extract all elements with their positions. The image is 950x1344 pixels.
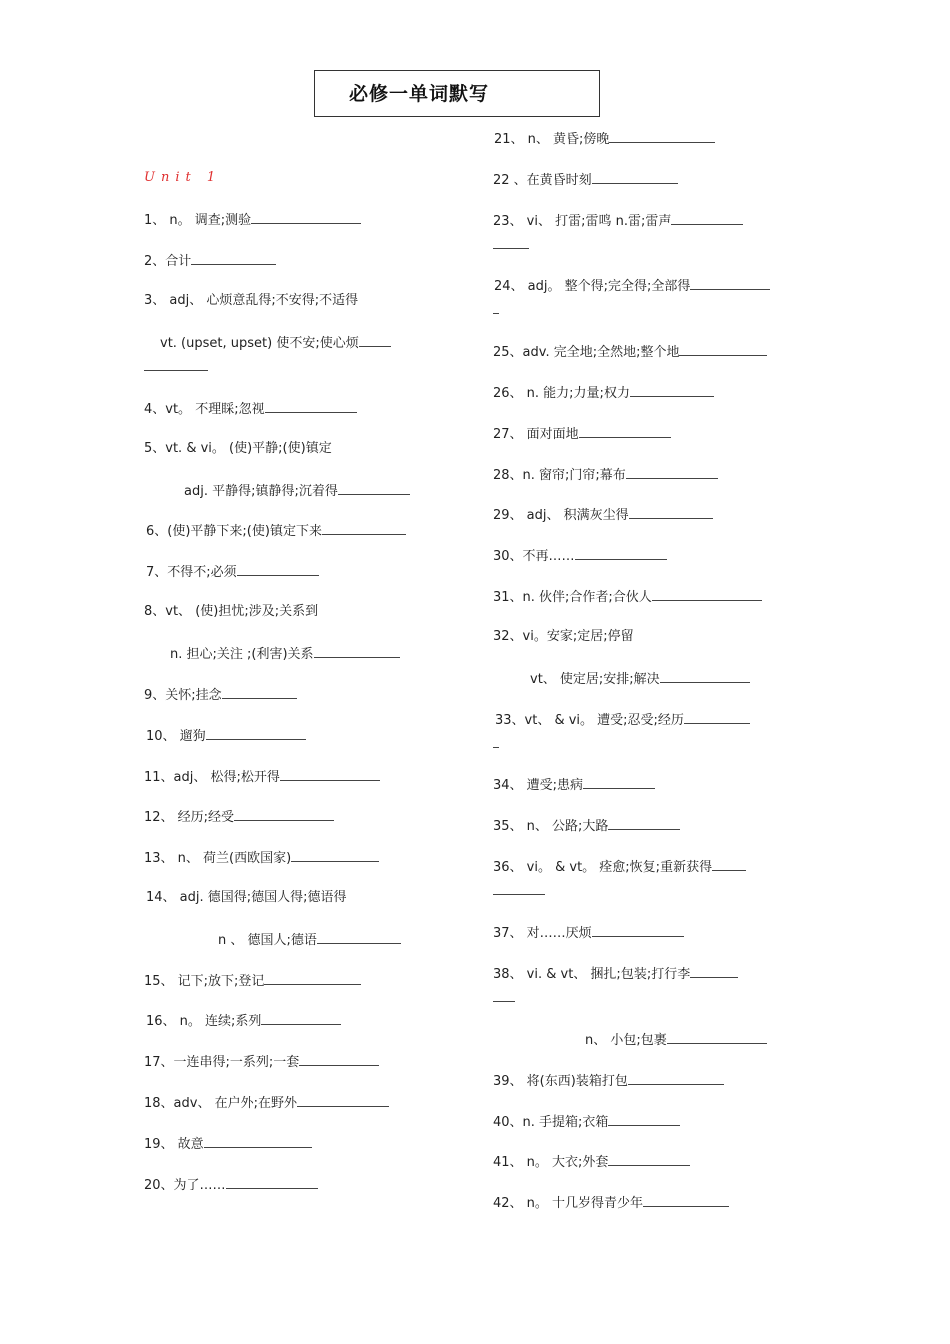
vocab-prompt: 4、vt。 不理睬;忽视 [144,402,265,417]
vocab-prompt: 27、 面对面地 [493,427,579,442]
right-vocab-item [493,588,762,606]
right-vocab-item [493,776,655,794]
answer-blank-continued[interactable] [493,236,529,249]
answer-blank[interactable] [322,522,406,535]
vocab-prompt: 40、n. 手提箱;衣箱 [493,1115,609,1130]
answer-blank[interactable] [608,1153,690,1166]
vocab-prompt: 19、 故意 [144,1137,204,1152]
right-vocab-item [493,425,671,443]
left-vocab-item [146,522,406,540]
vocab-prompt: 14、 adj. 德国得;德国人得;德语得 [146,890,347,905]
left-vocab-item [160,334,391,352]
answer-blank[interactable] [280,768,380,781]
vocab-prompt: 9、关怀;挂念 [144,688,222,703]
answer-blank[interactable] [608,817,680,830]
answer-blank[interactable] [204,1135,312,1148]
vocab-prompt: 8、vt、 (使)担忧;涉及;关系到 [144,604,319,619]
answer-blank[interactable] [575,547,667,560]
vocab-prompt: adj. 平静得;镇静得;沉着得 [184,484,338,499]
right-vocab-item [493,1072,724,1090]
vocab-prompt: 18、adv、 在户外;在野外 [144,1096,297,1111]
left-vocab-item [144,441,332,457]
answer-blank[interactable] [608,1113,680,1126]
answer-blank[interactable] [261,1012,341,1025]
right-vocab-item [530,670,750,688]
right-vocab-item [495,711,750,729]
left-vocab-item [144,1094,389,1112]
answer-blank[interactable] [265,400,357,413]
vocab-prompt: vt、 使定居;安排;解决 [530,672,660,687]
answer-blank[interactable] [251,211,361,224]
answer-blank[interactable] [643,1194,729,1207]
vocab-prompt: 23、 vi、 打雷;雷鸣 n.雷;雷声 [493,214,672,229]
vocab-prompt: 33、vt、 & vi。 遭受;忍受;经历 [495,713,684,728]
left-vocab-item [144,972,361,990]
vocab-prompt: 7、不得不;必须 [146,565,237,580]
answer-blank[interactable] [626,466,718,479]
answer-blank[interactable] [206,727,306,740]
vocab-prompt: 30、不再…… [493,549,575,564]
right-vocab-item [493,212,743,230]
vocab-prompt: 3、 adj、 心烦意乱得;不安得;不适得 [144,293,359,308]
answer-blank[interactable] [234,808,334,821]
answer-blank[interactable] [628,1072,724,1085]
vocab-prompt: 15、 记下;放下;登记 [144,974,265,989]
vocab-prompt: 39、 将(东西)装箱打包 [493,1074,628,1089]
left-vocab-item [144,1053,379,1071]
vocab-prompt: 5、vt. & vi。 (使)平静;(使)镇定 [144,441,332,456]
answer-blank[interactable] [690,965,738,978]
vocab-prompt: 20、为了…… [144,1178,226,1193]
right-vocab-item [493,1153,690,1171]
answer-blank[interactable] [314,645,400,658]
vocab-prompt: 22 、在黄昏时刻 [493,173,592,188]
left-vocab-item [144,252,276,270]
right-vocab-item [493,965,738,983]
vocab-prompt: n、 小包;包裹 [585,1033,667,1048]
answer-blank[interactable] [264,972,361,985]
title-box [314,70,600,117]
answer-blank[interactable] [297,1094,389,1107]
answer-blank[interactable] [609,130,715,143]
vocab-prompt: 29、 adj、 积满灰尘得 [493,508,629,523]
right-vocab-item [494,277,770,295]
answer-blank[interactable] [660,670,750,683]
vocab-prompt: 10、 遛狗 [146,729,206,744]
answer-blank[interactable] [684,711,750,724]
answer-blank-continued[interactable] [493,882,545,895]
vocab-prompt: 12、 经历;经受 [144,810,235,825]
right-vocab-item [493,384,714,402]
answer-blank[interactable] [592,924,684,937]
answer-blank[interactable] [690,277,770,290]
answer-blank[interactable] [583,776,655,789]
answer-blank[interactable] [299,1053,379,1066]
vocab-prompt: 32、vi。安家;定居;停留 [493,629,634,644]
vocab-prompt: 21、 n、 黄昏;傍晚 [494,132,610,147]
vocab-prompt: 17、一连串得;一系列;一套 [144,1055,300,1070]
answer-blank[interactable] [667,1031,767,1044]
left-vocab-item [146,1012,341,1030]
answer-blank[interactable] [226,1176,318,1189]
vocab-prompt: 2、合计 [144,254,192,269]
left-vocab-item [144,768,380,786]
right-vocab-item [493,343,767,361]
vocab-prompt: n. 担心;关注 ;(利害)关系 [170,647,314,662]
answer-blank[interactable] [237,563,319,576]
answer-blank[interactable] [652,588,762,601]
vocab-prompt: 42、 n。 十几岁得青少年 [493,1196,644,1211]
vocab-prompt: 1、 n。 调查;测验 [144,213,252,228]
vocab-prompt: vt. (upset, upset) 使不安;使心烦 [160,336,359,351]
right-vocab-item [493,1113,680,1131]
left-vocab-item [144,211,361,229]
left-vocab-item [144,1176,318,1194]
vocab-prompt: 11、adj、 松得;松开得 [144,770,280,785]
answer-blank[interactable] [671,212,743,225]
answer-blank[interactable] [579,425,671,438]
left-vocab-item [146,727,306,745]
left-vocab-item [144,1135,312,1153]
answer-blank-continued[interactable] [493,735,499,748]
answer-blank[interactable] [222,686,297,699]
vocab-prompt: 41、 n。 大衣;外套 [493,1155,609,1170]
right-vocab-item [493,466,718,484]
vocab-prompt: 35、 n、 公路;大路 [493,819,609,834]
vocab-prompt: 28、n. 窗帘;门帘;幕布 [493,468,626,483]
right-vocab-item [493,506,713,524]
answer-blank[interactable] [291,849,379,862]
left-vocab-item [144,400,357,418]
vocab-prompt: 6、(使)平静下来;(使)镇定下来 [146,524,322,539]
left-vocab-item [144,604,318,620]
answer-blank-continued[interactable] [144,358,208,371]
right-vocab-item [493,171,678,189]
left-vocab-item [146,563,319,581]
right-vocab-item [493,629,634,645]
left-vocab-item [184,482,410,500]
vocab-prompt: 34、 遭受;患病 [493,778,584,793]
right-vocab-item [493,858,746,876]
right-vocab-item [493,1194,729,1212]
vocab-prompt: 25、adv. 完全地;全然地;整个地 [493,345,680,360]
answer-blank-continued[interactable] [493,989,515,1002]
vocab-prompt: 13、 n、 荷兰(西欧国家) [144,851,292,866]
vocab-prompt: 24、 adj。 整个得;完全得;全部得 [494,279,691,294]
unit-heading: Unit 1 [144,170,222,185]
vocab-prompt: 16、 n。 连续;系列 [146,1014,262,1029]
answer-blank[interactable] [191,252,276,265]
answer-blank[interactable] [359,334,391,347]
left-vocab-item [144,849,379,867]
left-vocab-item [144,808,334,826]
answer-blank[interactable] [630,384,714,397]
left-vocab-item [170,645,400,663]
vocab-prompt: 37、 对……厌烦 [493,926,592,941]
left-vocab-item [218,931,401,949]
answer-blank[interactable] [317,931,401,944]
vocab-prompt: 36、 vi。 & vt。 痊愈;恢复;重新获得 [493,860,713,875]
vocab-prompt: 38、 vi. & vt、 捆扎;包装;打行李 [493,967,691,982]
left-vocab-item [144,293,358,309]
vocab-prompt: 26、 n. 能力;力量;权力 [493,386,630,401]
answer-blank[interactable] [629,506,713,519]
right-vocab-item [493,924,684,942]
right-vocab-item [493,817,680,835]
answer-blank[interactable] [338,482,410,495]
left-vocab-item [146,890,347,906]
page-title: 必修一单词默写 [349,83,490,105]
answer-blank[interactable] [679,343,767,356]
right-vocab-item [493,547,667,565]
answer-blank-continued[interactable] [493,301,499,314]
answer-blank[interactable] [592,171,678,184]
left-vocab-item [144,686,297,704]
vocab-prompt: n 、 德国人;德语 [218,933,317,948]
right-vocab-item [494,130,715,148]
answer-blank[interactable] [712,858,746,871]
right-vocab-item [585,1031,767,1049]
vocab-prompt: 31、n. 伙伴;合作者;合伙人 [493,590,652,605]
